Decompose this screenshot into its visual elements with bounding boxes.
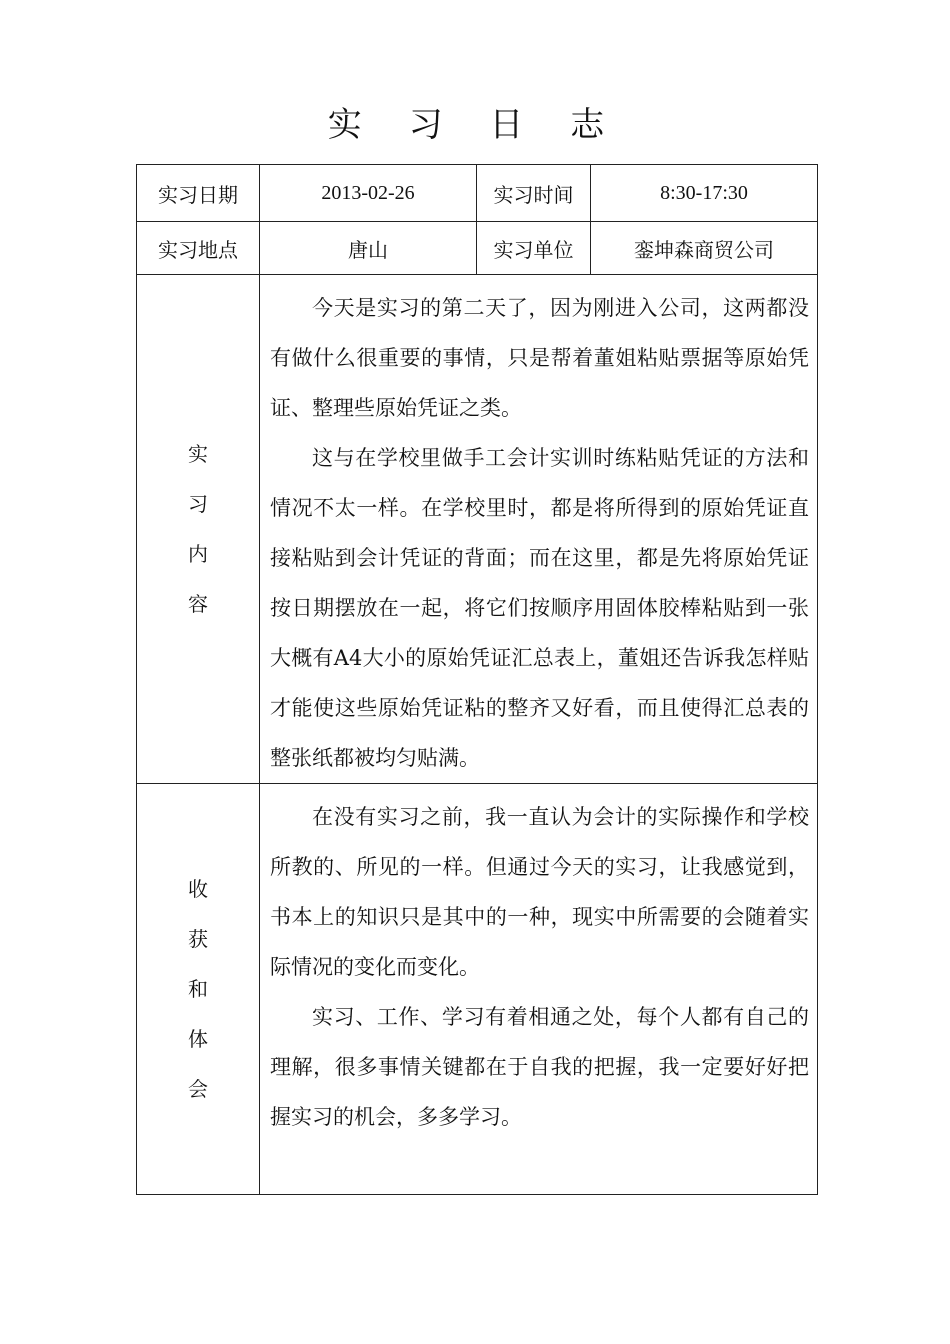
page-title: 实 习 日 志 bbox=[327, 105, 623, 145]
reflection-section-label bbox=[137, 784, 260, 1195]
content-body bbox=[260, 275, 818, 784]
content-label-char: 容 bbox=[188, 592, 208, 616]
content-label-char: 内 bbox=[188, 542, 208, 566]
date-label: 实习日期 bbox=[137, 165, 260, 222]
content-paragraph: 今天是实习的第二天了，因为刚进入公司，这两都没有做什么很重要的事情，只是帮着董姐粘贴票据等原始凭证、整理些原始凭证之类。 bbox=[270, 296, 809, 420]
date-value: 2013-02-26 bbox=[260, 165, 477, 222]
content-section-label bbox=[137, 275, 260, 784]
content-row bbox=[137, 275, 818, 784]
content-paragraph: 这与在学校里做手工会计实训时练粘贴凭证的方法和情况不太一样。在学校里时，都是将所得到的原始凭证直接粘贴到会计凭证的背面；而在这里，都是先将原始凭证按日期摆放在一起，将它们按顺序用固体胶棒粘贴到一张大概有A4大小的原始凭证汇总表上，董姐还告诉我怎样贴才能使这些原始凭证粘的整齐又好看，而且使得汇总表的整张纸都被均匀贴满。 bbox=[270, 446, 809, 770]
time-label: 实习时间 bbox=[477, 165, 591, 222]
reflection-label-char: 收 bbox=[188, 877, 208, 901]
location-value: 唐山 bbox=[260, 222, 477, 275]
time-value: 8:30-17:30 bbox=[591, 165, 818, 222]
unit-label: 实习单位 bbox=[477, 222, 591, 275]
reflection-label-char: 获 bbox=[188, 927, 208, 951]
reflection-label-char: 会 bbox=[188, 1077, 208, 1101]
location-label: 实习地点 bbox=[137, 222, 260, 275]
location-unit-row bbox=[137, 222, 818, 275]
unit-value: 銮坤森商贸公司 bbox=[591, 222, 818, 275]
date-time-row bbox=[137, 165, 818, 222]
internship-log-table bbox=[136, 164, 818, 1195]
content-label-char: 实 bbox=[188, 442, 208, 466]
reflection-paragraph: 在没有实习之前，我一直认为会计的实际操作和学校所教的、所见的一样。但通过今天的实习，让我感觉到，书本上的知识只是其中的一种，现实中所需要的会随着实际情况的变化而变化。 bbox=[270, 805, 809, 979]
content-label-char: 习 bbox=[188, 492, 208, 516]
reflection-paragraph: 实习、工作、学习有着相通之处，每个人都有自己的理解，很多事情关键都在于自我的把握，我一定要好好把握实习的机会，多多学习。 bbox=[270, 1005, 809, 1129]
reflection-body bbox=[260, 784, 818, 1195]
reflection-row bbox=[137, 784, 818, 1195]
reflection-label-char: 体 bbox=[188, 1027, 208, 1051]
reflection-label-char: 和 bbox=[188, 977, 208, 1001]
